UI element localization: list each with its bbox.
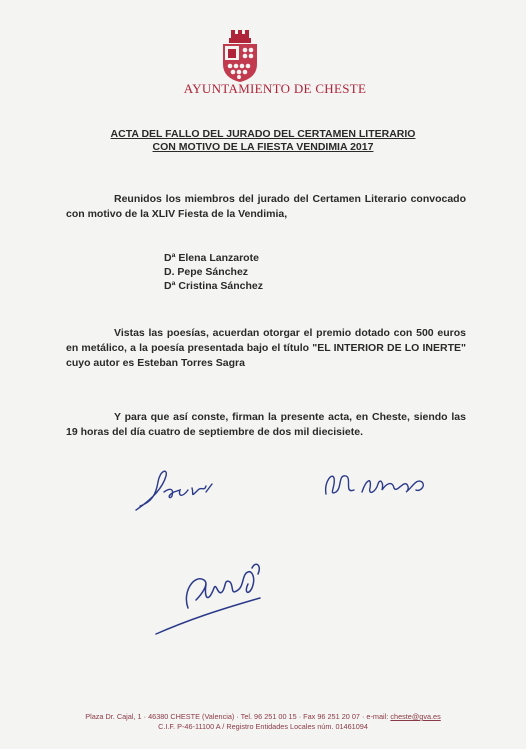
coat-of-arms-icon (215, 24, 265, 84)
closing-text: Y para que así conste, firman la presente acta, en Cheste, siendo las 19 horas del día cuatro de septiembre de dos mil diecisiete. (66, 411, 466, 438)
jury-member: Dª Cristina Sánchez (164, 280, 263, 292)
org-name: AYUNTAMIENTO DE CHESTE (183, 81, 367, 96)
footer-email-link[interactable]: cheste@gva.es (390, 712, 441, 721)
intro-paragraph (66, 192, 466, 222)
jury-member: D. Pepe Sánchez (164, 266, 249, 278)
signature-2-icon (312, 462, 442, 512)
signature-3-icon (148, 548, 278, 643)
title-line-1: ACTA DEL FALLO DEL JURADO DEL CERTAMEN LITERARIO (110, 128, 416, 140)
jury-member: Dª Elena Lanzarote (164, 252, 259, 264)
footer (0, 712, 526, 732)
intro-text: Reunidos los miembros del jurado del Certamen Literario convocado con motivo de la XLIV Fiesta de la Vendimia, (66, 193, 466, 220)
signature-1-icon (118, 462, 228, 517)
jury-members-list (164, 251, 263, 293)
decision-text: Vistas las poesías, acuerdan otorgar el premio dotado con 500 euros en metálico, a la poesía presentada bajo el título "EL INTERIOR DE LO INERTE" cuyo autor es Esteban Torres Sagra (66, 327, 466, 369)
decision-paragraph (66, 326, 466, 371)
title-line-2: CON MOTIVO DE LA FIESTA VENDIMIA 2017 (152, 141, 374, 153)
document-title (0, 128, 526, 154)
footer-registry-line: C.I.F. P-46-11100 A / Registro Entidades Locales núm. 01461094 (158, 722, 368, 731)
footer-contact-text: Plaza Dr. Cajal, 1 · 46380 CHESTE (Valencia) · Tel. 96 251 00 15 · Fax 96 251 20 07 · e-mail: (85, 712, 389, 721)
closing-paragraph (66, 410, 466, 440)
footer-address-line (0, 712, 526, 722)
